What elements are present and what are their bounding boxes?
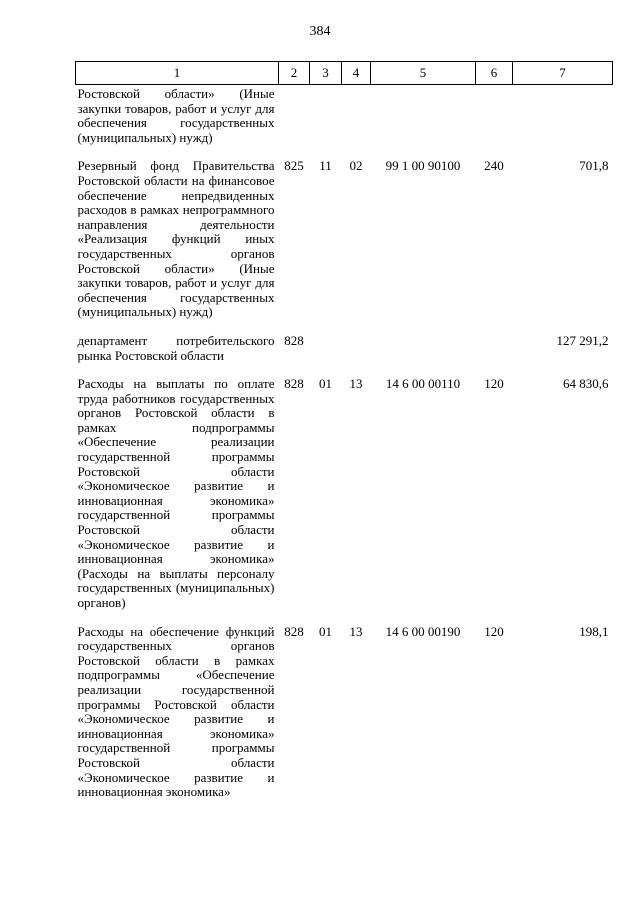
target-article-code: 14 6 00 00190: [385, 623, 461, 639]
page-number: 384: [309, 24, 331, 39]
column-header: 4: [342, 62, 371, 85]
subsection-code: [342, 85, 371, 146]
section-code: 01: [319, 623, 332, 639]
ministry-code: 825: [284, 158, 304, 174]
expense-name: Резервный фонд Правительства Ростовской области на финансовое обеспечение непредвиденных расходов в рамках непрограммного направления деятельности «Реализация функций иных государственных органов Ростовской области» (Иные закупки товаров, работ и услуг для обеспечения государственных (муниципальных) нужд): [77, 158, 275, 320]
column-header: 1: [76, 62, 279, 85]
table-header-row: [76, 62, 613, 85]
ministry-code: 828: [284, 332, 304, 348]
amount: 127 291,2: [556, 332, 609, 348]
expense-name: департамент потребительского рынка Ростовской области: [77, 332, 275, 363]
target-article-code: 14 6 00 00110: [385, 376, 461, 392]
column-header: 3: [310, 62, 342, 85]
row-spacer: [76, 611, 613, 625]
section-code: [310, 85, 342, 146]
column-header: 2: [279, 62, 310, 85]
amount: [513, 85, 613, 146]
expense-type-code: [476, 334, 513, 363]
budget-table: [75, 61, 613, 800]
ministry-code: 828: [284, 623, 304, 639]
expense-type-code: 120: [484, 376, 504, 392]
subsection-code: [342, 334, 371, 363]
expense-name: Ростовской области» (Иные закупки товаров, работ и услуг для обеспечения государственных (муниципальных) нужд): [77, 86, 275, 145]
expense-name: Расходы на выплаты по оплате труда работников государственных органов Ростовской области в рамках подпрограммы «Обеспечение реализации государственной программы Ростовской области «Экономическое развитие и инновационная экономика» государственной программы Ростовской области «Экономическое развитие и инновационная экономика» (Расходы на выплаты персоналу государственных (муниципальных) органов): [77, 376, 275, 610]
table-row: [76, 334, 613, 363]
amount: 64 830,6: [563, 376, 609, 392]
target-article-code: 99 1 00 90100: [385, 158, 461, 174]
table-row: [76, 159, 613, 320]
column-header: 5: [371, 62, 476, 85]
target-article-code: [371, 334, 476, 363]
table-row: [76, 625, 613, 800]
amount: 198,1: [579, 623, 609, 639]
table-row: [76, 377, 613, 611]
expense-name: Расходы на обеспечение функций государственных органов Ростовской области в рамках подпрограммы «Обеспечение реализации государственной программы Ростовской области «Экономическое развитие и инновационная экономика» государственной программы Ростовской области «Экономическое развитие и инновационная экономика»: [77, 623, 275, 800]
expense-type-code: [476, 85, 513, 146]
section-code: 01: [319, 376, 332, 392]
target-article-code: [371, 85, 476, 146]
subsection-code: 13: [349, 623, 363, 639]
subsection-code: 02: [349, 158, 363, 174]
row-spacer: [76, 363, 613, 377]
subsection-code: 13: [349, 376, 363, 392]
amount: 701,8: [579, 158, 609, 174]
ministry-code: 828: [284, 376, 304, 392]
expense-type-code: 240: [484, 158, 504, 174]
table-row: [76, 85, 613, 146]
row-spacer: [76, 145, 613, 159]
section-code: 11: [319, 158, 332, 174]
expense-type-code: 120: [484, 623, 504, 639]
ministry-code: [279, 85, 310, 146]
row-spacer: [76, 320, 613, 334]
column-header: 7: [513, 62, 613, 85]
section-code: [310, 334, 342, 363]
column-header: 6: [476, 62, 513, 85]
